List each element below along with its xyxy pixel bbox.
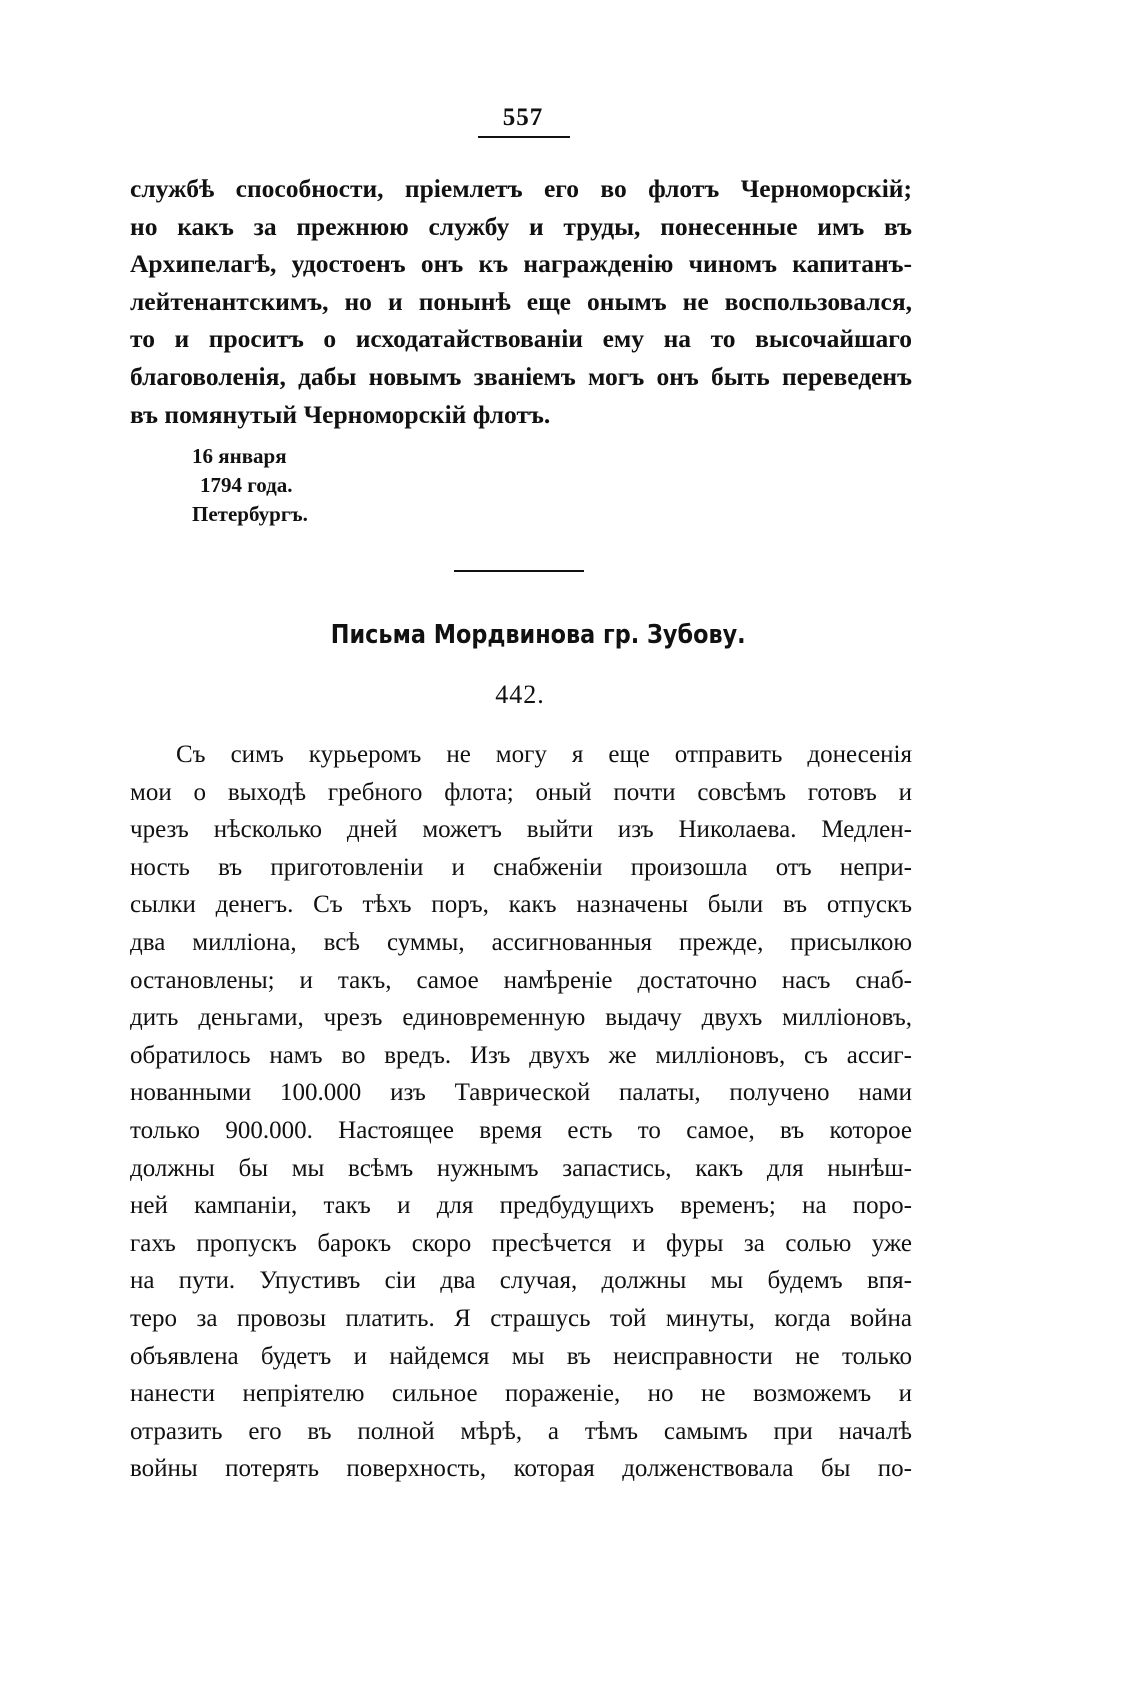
signoff-block: [192, 442, 492, 529]
text-line: Съ симъ курьеромъ не могу я еще отправить донесенія: [176, 741, 912, 768]
text-line: на пути. Упустивъ сіи два случая, должны мы будемъ впя-: [130, 1267, 912, 1295]
text-line: службѣ способности, пріемлетъ его во флотъ Черноморскій;: [130, 174, 912, 203]
text-line: лейтенантскимъ, но и понынѣ еще онымъ не воспользовался,: [130, 286, 912, 316]
text-line: ность въ приготовленіи и снабженіи произошла отъ непри-: [130, 853, 912, 881]
text-line: теро за провозы платить. Я страшусь той минуты, когда война: [130, 1304, 912, 1332]
signoff-year: 1794 года.: [200, 473, 293, 497]
text-line: дить деньгами, чрезъ единовременную выдачу двухъ милліоновъ,: [130, 1004, 912, 1032]
text-line: но какъ за прежнюю службу и труды, понесенные имъ въ: [130, 211, 912, 241]
text-line: должны бы мы всѣмъ нужнымъ запастись, какъ для нынѣш-: [130, 1154, 912, 1182]
text-line: нанести непріятелю сильное пораженіе, но не возможемъ и: [130, 1380, 912, 1408]
text-line: благоволенія, дабы новымъ званіемъ могъ онъ быть переведенъ: [130, 361, 912, 391]
text-line: ней кампаніи, такъ и для предбудущихъ временъ; на поро-: [130, 1192, 912, 1220]
section-title: Письма Мордвинова гр. Зубову.: [330, 620, 746, 650]
text-line: мои о выходѣ гребного флота; оный почти совсѣмъ готовъ и: [130, 778, 912, 806]
letter-body: [130, 736, 912, 1488]
text-line: только 900.000. Настоящее время есть то самое, въ которое: [130, 1116, 912, 1144]
page-number: 557: [502, 104, 544, 131]
continued-paragraph: [130, 170, 912, 433]
text-line: нованными 100.000 изъ Таврической палаты, получено нами: [130, 1079, 912, 1107]
text-line: два милліона, всѣ суммы, ассигнованныя прежде, присылкою: [130, 928, 912, 956]
text-line: Архипелагѣ, удостоенъ онъ къ награжденію чиномъ капитанъ-: [130, 249, 912, 279]
text-line: гахъ пропускъ барокъ скоро пресѣчется и фуры за солью уже: [130, 1229, 912, 1257]
text-line: остановлены; и такъ, самое намѣреніе достаточно насъ снаб-: [130, 966, 912, 994]
text-line: обратилось намъ во вредъ. Изъ двухъ же милліоновъ, съ ассиг-: [130, 1041, 912, 1069]
text-line: отразить его въ полной мѣрѣ, а тѣмъ самымъ при началѣ: [130, 1417, 912, 1445]
letter-number: 442.: [495, 680, 545, 709]
text-line: чрезъ нѣсколько дней можетъ выйти изъ Николаева. Медлен-: [130, 816, 912, 844]
text-line: объявлена будетъ и найдемся мы въ неисправности не только: [130, 1342, 912, 1370]
page-number-underline: [478, 136, 570, 138]
text-line: то и проситъ о исходатайствованіи ему на то высочайшаго: [130, 324, 912, 354]
signoff-date: 16 января: [192, 444, 287, 468]
section-divider: [454, 570, 584, 572]
text-line: сылки денегъ. Съ тѣхъ поръ, какъ назначены были въ отпускъ: [130, 891, 912, 919]
text-line: въ помянутый Черноморскій флотъ.: [130, 399, 551, 429]
text-line: войны потерять поверхность, которая долженствовала бы по-: [130, 1455, 912, 1483]
signoff-place: Петербургъ.: [192, 502, 308, 526]
